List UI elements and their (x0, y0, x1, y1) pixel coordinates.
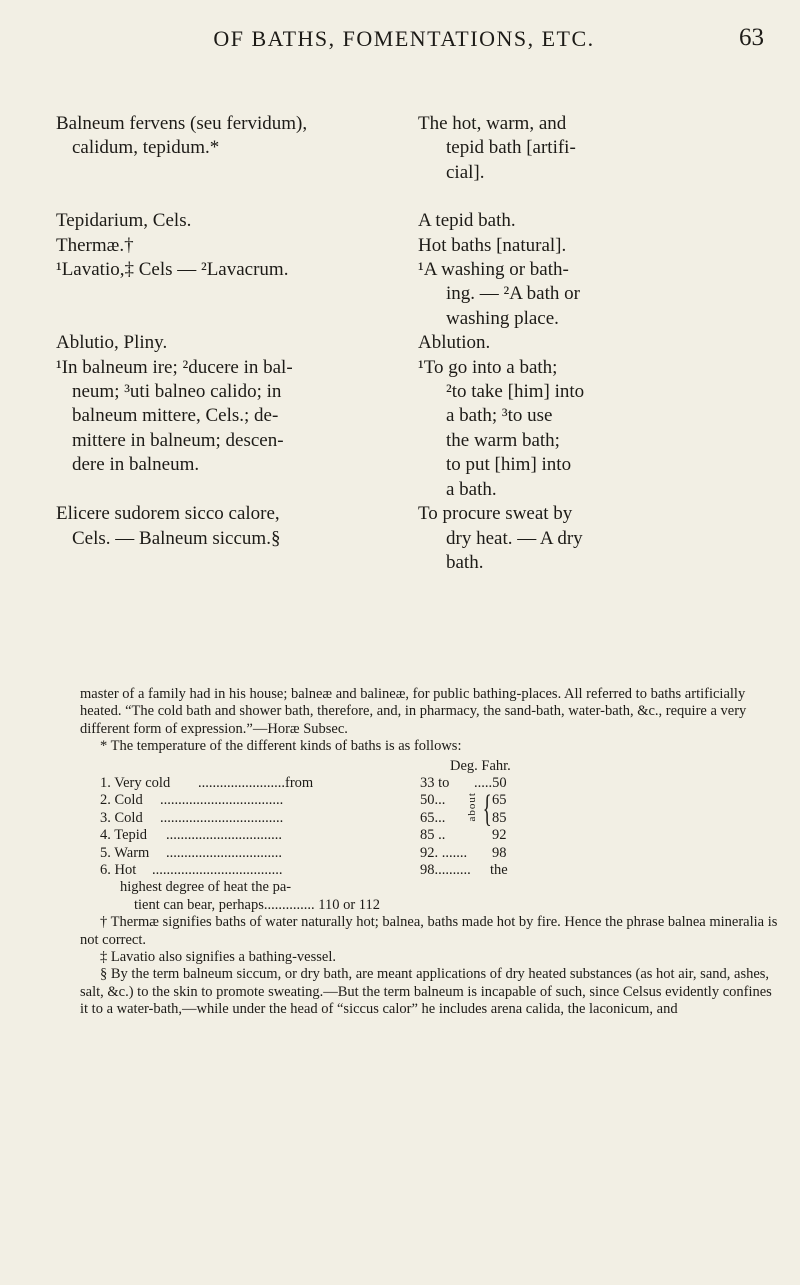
footnote-dagger: † Thermæ signifies baths of water naturally hot; balnea, baths made hot by fire. Hence the phrase balnea mineralia is not correct. (80, 914, 778, 948)
page-number: 63 (739, 24, 764, 51)
english-text: The hot, warm, and tepid bath [artifi- cial]. (418, 113, 576, 183)
latin-text: Thermæ.† (56, 234, 134, 256)
footnotes (80, 686, 780, 1019)
temp-row: 5. Warm ................................ 92. ....... 98 (100, 844, 507, 861)
latin-text: Ablutio, Pliny. (56, 332, 168, 354)
running-header (44, 20, 764, 60)
entry-5 (56, 331, 766, 355)
latin-text: ¹In balneum ire; ²ducere in bal- neum; ³uti balneo calido; in balneum mittere, Cels.; de- mittere in balneum; descen- dere in balneum. (56, 356, 293, 476)
temp-row: 1. Very cold ........................from 33 to .....50 (100, 775, 507, 792)
brace-icon: { (482, 787, 492, 830)
entry-4 (56, 258, 766, 331)
entry-6 (56, 356, 766, 502)
latin-text: Elicere sudorem sicco calore, Cels. — Balneum siccum.§ (56, 503, 281, 549)
footnote-double-dagger: ‡ Lavatio also signifies a bathing-vessel. (100, 948, 336, 965)
translation-pairs (56, 112, 766, 575)
english-text: Ablution. (418, 332, 491, 354)
temp-row: 4. Tepid ................................ 85 .. 92 (100, 827, 507, 844)
footnote-continuation: master of a family had in his house; balneæ and balineæ, for public bathing-places. All referred to baths artificially heated. “The cold bath and shower bath, therefore, and, in pharmacy, the sand-bath, water-bath, &c., require a very different form of expression.”—Horæ Subsec. (80, 686, 747, 737)
english-text: ¹To go into a bath; ²to take [him] into a bath; ³to use the warm bath; to put [him] into a bath. (418, 356, 585, 500)
temp-row: 2. Cold .................................. 50... 65 (100, 792, 507, 809)
footnote-temperature-intro: * The temperature of the different kinds of baths is as follows: (100, 738, 462, 755)
entry-7 (56, 502, 766, 575)
about-label: about (466, 791, 478, 822)
latin-text: ¹Lavatio,‡ Cels — ²Lavacrum. (56, 259, 289, 281)
english-text: Hot baths [natural]. (418, 234, 567, 256)
deg-header: Deg. Fahr. (450, 757, 511, 774)
temp-row: 3. Cold .................................. 65... 85 about { (100, 787, 507, 830)
footnote-section: § By the term balneum siccum, or dry bath, are meant applications of dry heated substances (as hot air, sand, ashes, salt, &c.) to the skin to promote sweating.—But the term balneum is incapable of such, since Celsus evidently confines it to a water-bath,—while under the head of “siccus calor” he includes arena calida, the laconicum, and (80, 966, 772, 1018)
english-text: ¹A washing or bath- ing. — ²A bath or washing place. (418, 259, 580, 329)
english-text: A tepid bath. (418, 210, 516, 232)
page-title: OF BATHS, FOMENTATIONS, ETC. (213, 26, 595, 51)
entry-3 (56, 234, 766, 258)
temp-row: 6. Hot .................................... 98.......... the (100, 861, 508, 878)
latin-text: Tepidarium, Cels. (56, 210, 192, 232)
latin-text: Balneum fervens (seu fervidum), calidum, tepidum.* (56, 113, 308, 159)
entry-1 (56, 112, 766, 185)
english-text: To procure sweat by dry heat. — A dry bath. (418, 503, 583, 573)
entry-2 (56, 209, 766, 233)
temperature-table: Deg. Fahr. 1. Very cold ........................from 33 to .....50 2. Cold .................................. 50... 65 3. Cold .................................. 65... 85 about { 4. Tepid ................................ 85 .. 92 5. Warm ................................ 92. ....... 98 6. Hot .................................... 98.......... the highest degree of heat the pa- tient can bear, perhaps.............. 110 or 112 (80, 758, 780, 915)
